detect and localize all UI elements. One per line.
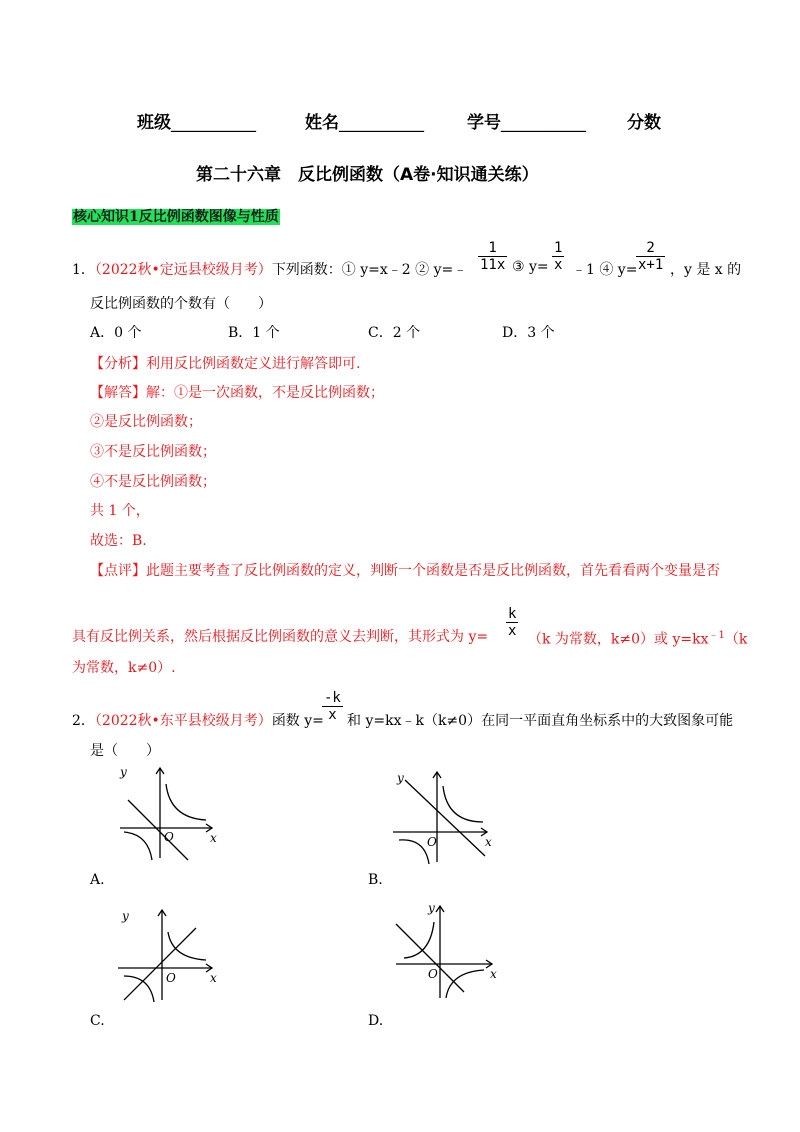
option-a: A．0 个 — [90, 325, 142, 341]
question-2-line-1-tail: 和 y=kx﹣k（k≠0）在同一平面直角坐标系中的大致图象可能 — [347, 713, 734, 729]
question-source: （2022秋•东平县校级月考） — [94, 713, 272, 729]
y-axis-label: y — [120, 765, 127, 779]
comment-line-2-mid: （k 为常数，k≠0）或 $y=kx^{﹣1}(k$ — [528, 630, 748, 648]
answer-head: 【解答】解：①是一次函数，不是反比例函数； — [90, 385, 384, 401]
answer-line: ②是反比例函数； — [90, 414, 202, 430]
score-label: 分数 — [627, 113, 661, 133]
student-id-label: 学号__________ — [467, 113, 586, 133]
question-number: 2． — [72, 713, 95, 729]
answer-line: 共 1 个， — [90, 503, 150, 519]
option-d: D．3 个 — [502, 325, 555, 341]
x-axis-label: x — [210, 971, 217, 985]
fraction-neg-k-over-x: $\frac{-k}{x}$ — [324, 690, 341, 723]
graph-option-a: A. — [90, 872, 105, 888]
analysis: 【分析】利用反比例函数定义进行解答即可. — [90, 356, 361, 372]
section-heading: 核心知识1反比例函数图像与性质 — [73, 209, 279, 225]
graph-option-d: D. — [368, 1013, 384, 1029]
option-c: C．2 个 — [368, 325, 421, 341]
x-axis-label: x — [490, 967, 497, 981]
comment-line-3: 为常数，k≠0）. — [72, 660, 176, 676]
question-1-tail: ，y 是 x 的 — [670, 262, 742, 278]
answer-line: ③不是反比例函数； — [90, 444, 216, 460]
fraction-2-over-x-plus-1: $\frac{2}{x+1}$ — [638, 240, 664, 273]
origin-label: O — [428, 967, 438, 981]
origin-label: O — [427, 835, 437, 849]
page-title: 第二十六章 反比例函数（A卷·知识通关练） — [196, 165, 539, 185]
question-1-line-2: 反比例函数的个数有（ ） — [90, 296, 272, 312]
graph-a — [110, 762, 225, 862]
y-axis-label: y — [428, 901, 435, 915]
graph-b — [385, 766, 500, 866]
x-axis-label: x — [485, 835, 492, 849]
comment-line-1: 【点评】此题主要考查了反比例函数的定义，判断一个函数是否是反比例函数，首先看看两个变量是否 — [90, 563, 720, 579]
graph-option-c: C. — [90, 1013, 105, 1029]
question-2-line-1: 2．（2022秋•东平县校级月考）函数 y= — [72, 713, 324, 729]
y-axis-label: y — [122, 909, 129, 923]
question-1-item-4: ﹣1 ④ y= — [572, 262, 638, 278]
fraction-1-over-x: $\frac{1}{x}$ — [554, 240, 563, 273]
question-1-line-1: 1．（2022秋•定远县校级月考）下列函数：① y=x﹣2 ② y=﹣ — [72, 262, 468, 278]
graph-c — [110, 904, 225, 1004]
question-1-item-3: ③ y= — [512, 259, 549, 275]
question-2-line-2: 是（ ） — [90, 743, 160, 759]
answer-line: 故选：B. — [90, 533, 147, 549]
y-axis-label: y — [397, 771, 404, 785]
question-number: 1． — [72, 262, 95, 278]
question-source: （2022秋•定远县校级月考） — [94, 262, 272, 278]
origin-label: O — [166, 971, 176, 985]
answer-line: ④不是反比例函数； — [90, 474, 216, 490]
origin-label: O — [164, 830, 174, 844]
graph-option-b: B. — [368, 872, 383, 888]
name-label: 姓名__________ — [305, 113, 424, 133]
fraction-k-over-x: $\frac{k}{x}$ — [508, 606, 517, 639]
class-label: 班级__________ — [137, 113, 256, 133]
comment-line-2: 具有反比例关系，然后根据反比例函数的意义去判断，其形式为 y= — [72, 629, 489, 645]
x-axis-label: x — [210, 831, 217, 845]
option-b: B．1 个 — [228, 325, 280, 341]
graph-d — [388, 900, 503, 1000]
fraction-1-over-11x: $\frac{1}{11x}$ — [480, 240, 506, 273]
